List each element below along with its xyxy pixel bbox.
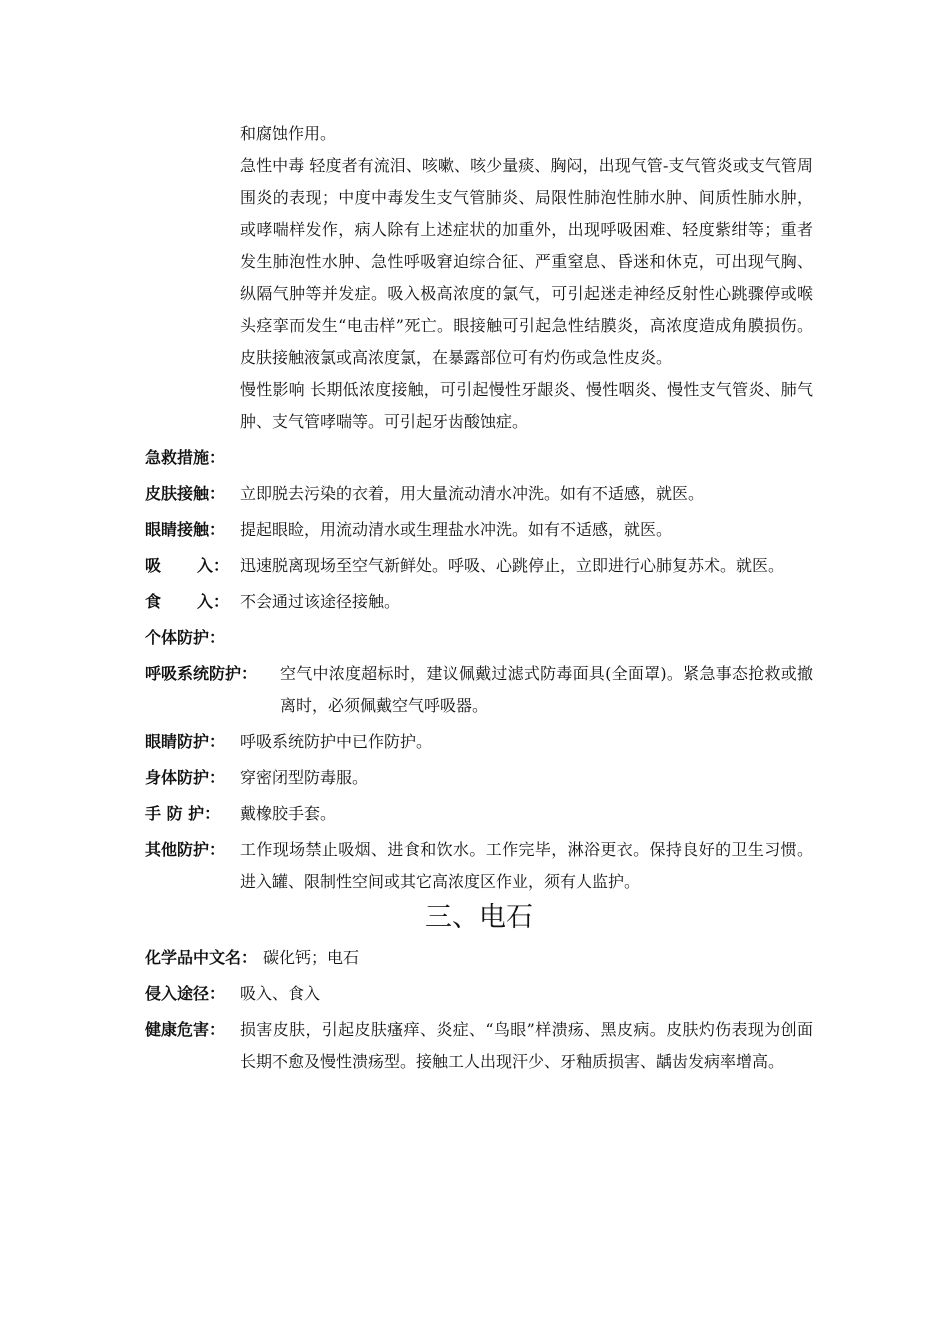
- first-aid-inhale-label-b: 入：: [196, 556, 229, 575]
- continuation-paragraph: 和腐蚀作用。: [240, 124, 337, 143]
- exposure-route-text: 吸入、食入: [240, 984, 321, 1003]
- first-aid-eye: [145, 514, 813, 546]
- first-aid-inhale-label-a: 吸: [145, 556, 162, 575]
- section-title: 三、电石: [425, 902, 533, 933]
- first-aid-skin-label: 皮肤接触：: [145, 484, 226, 503]
- protection-hand-text: 戴橡胶手套。: [240, 804, 337, 823]
- protection-eye-label: 眼睛防护：: [145, 732, 226, 751]
- protection-other: [145, 834, 813, 898]
- health-hazard-label: 健康危害：: [145, 1020, 226, 1039]
- first-aid-inhale-label: [145, 550, 240, 582]
- protection-respiratory-label: 呼吸系统防护：: [145, 664, 258, 683]
- protection-other-text: 工作现场禁止吸烟、进食和饮水。工作完毕，淋浴更衣。保持良好的卫生习惯。进入罐、限制性空间或其它高浓度区作业，须有人监护。: [240, 840, 813, 891]
- protection-body-label: 身体防护：: [145, 768, 226, 787]
- first-aid-heading: 急救措施：: [145, 448, 226, 467]
- exposure-route-label: 侵入途径：: [145, 984, 226, 1003]
- first-aid-skin-text: 立即脱去污染的衣着，用大量流动清水冲洗。如有不适感，就医。: [240, 484, 705, 503]
- chem-name: [145, 942, 813, 974]
- protection-body-text: 穿密闭型防毒服。: [240, 768, 369, 787]
- page-content: [145, 118, 813, 1078]
- protection-heading: 个体防护：: [145, 628, 226, 647]
- protection-eye: [145, 726, 813, 758]
- chronic-effects-paragraph: 慢性影响 长期低浓度接触，可引起慢性牙龈炎、慢性咽炎、慢性支气管炎、肺气肿、支气管哮喘等。可引起牙齿酸蚀症。: [240, 380, 813, 431]
- protection-eye-text: 呼吸系统防护中已作防护。: [240, 732, 433, 751]
- first-aid-ingest: [145, 586, 813, 618]
- protection-respiratory: [145, 658, 813, 722]
- first-aid-skin: [145, 478, 813, 510]
- health-hazard-text: 损害皮肤，引起皮肤瘙痒、炎症、“鸟眼”样溃疡、黑皮病。皮肤灼伤表现为创面长期不愈及慢性溃疡型。接触工人出现汗少、牙釉质损害、龋齿发病率增高。: [240, 1020, 813, 1071]
- protection-hand-label: 手 防 护：: [145, 804, 221, 823]
- exposure-route: [145, 978, 813, 1010]
- protection-hand: [145, 798, 813, 830]
- protection-body: [145, 762, 813, 794]
- chem-name-text: 碳化钙；电石: [263, 948, 360, 967]
- acute-poisoning-paragraph: 急性中毒 轻度者有流泪、咳嗽、咳少量痰、胸闷，出现气管-支气管炎或支气管周围炎的表现；中度中毒发生支气管肺炎、局限性肺泡性肺水肿、间质性肺水肿，或哮喘样发作，病人除有上述症状的加重外，出现呼吸困难、轻度紫绀等；重者发生肺泡性水肿、急性呼吸窘迫综合征、严重窒息、昏迷和休克，可出现气胸、纵隔气肿等并发症。吸入极高浓度的氯气，可引起迷走神经反射性心跳骤停或喉头痉挛而发生“电击样”死亡。眼接触可引起急性结膜炎，高浓度造成角膜损伤。皮肤接触液氯或高浓度氯，在暴露部位可有灼伤或急性皮炎。: [240, 156, 813, 367]
- first-aid-eye-text: 提起眼睑，用流动清水或生理盐水冲洗。如有不适感，就医。: [240, 520, 673, 539]
- health-hazard: [145, 1014, 813, 1078]
- first-aid-ingest-label: [145, 586, 240, 618]
- first-aid-inhale-text: 迅速脱离现场至空气新鲜处。呼吸、心跳停止，立即进行心肺复苏术。就医。: [240, 556, 785, 575]
- first-aid-ingest-label-a: 食: [145, 592, 162, 611]
- first-aid-eye-label: 眼睛接触：: [145, 520, 226, 539]
- protection-other-label: 其他防护：: [145, 840, 226, 859]
- first-aid-ingest-label-b: 入：: [196, 592, 229, 611]
- protection-respiratory-text: 空气中浓度超标时，建议佩戴过滤式防毒面具(全面罩)。紧急事态抢救或撤离时，必须佩戴空气呼吸器。: [280, 664, 813, 715]
- chem-name-label: 化学品中文名：: [145, 948, 258, 967]
- first-aid-ingest-text: 不会通过该途径接触。: [240, 592, 401, 611]
- first-aid-inhale: [145, 550, 813, 582]
